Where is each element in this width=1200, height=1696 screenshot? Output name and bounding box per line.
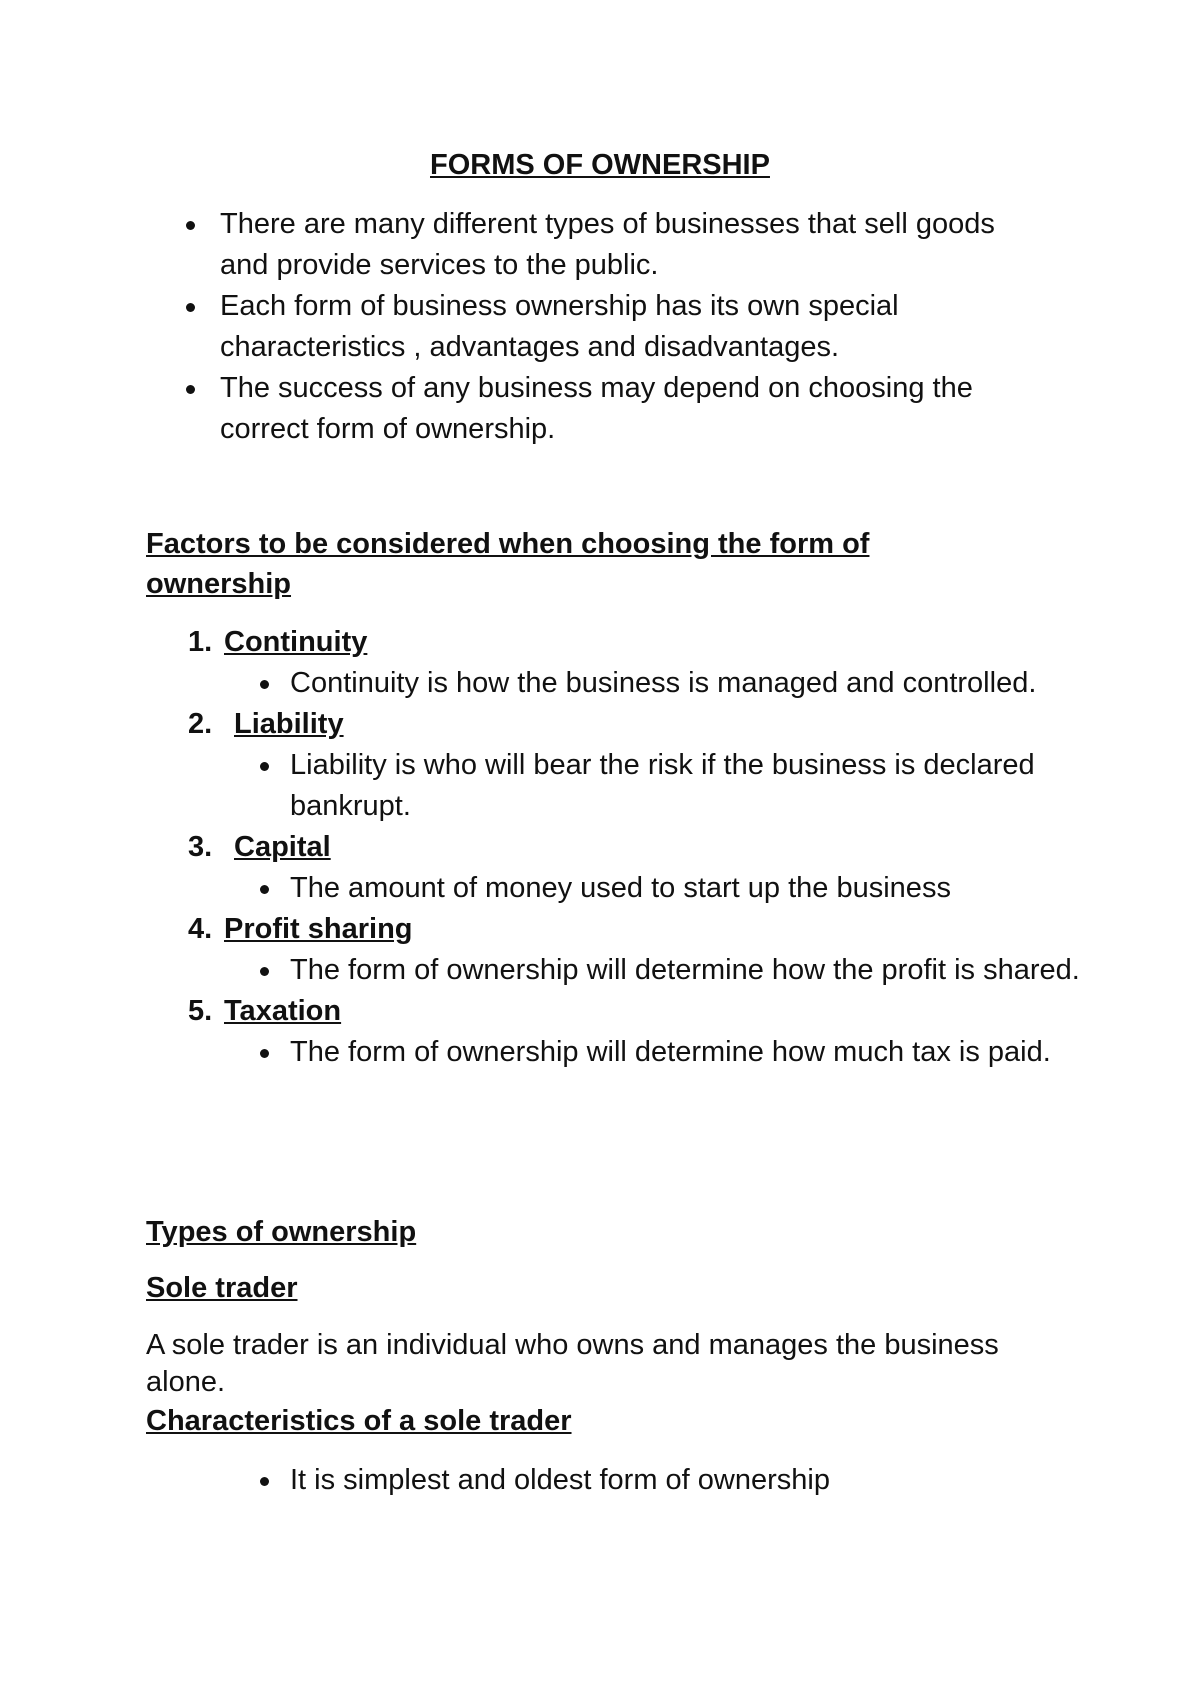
factor-number: 2. (188, 708, 213, 740)
factor-number: 1. (188, 626, 213, 658)
factor-title (188, 827, 1088, 868)
intro-bullet-list (182, 204, 1042, 450)
factor-item (188, 622, 1088, 704)
characteristic-item: It is simplest and oldest form of ownership (188, 1460, 1088, 1501)
characteristics-heading: Characteristics of a sole trader (146, 1405, 572, 1437)
intro-bullet: The success of any business may depend on choosing the correct form of ownership. (182, 368, 1042, 450)
factor-description: Continuity is how the business is managed and controlled. (188, 663, 1088, 704)
factor-title (188, 704, 1088, 745)
factor-description: The amount of money used to start up the business (188, 868, 1088, 909)
factor-label: Capital (234, 831, 331, 863)
factor-item (188, 991, 1088, 1073)
factor-description: The form of ownership will determine how much tax is paid. (188, 1032, 1088, 1073)
types-heading: Types of ownership (146, 1216, 417, 1248)
factor-item (188, 704, 1088, 827)
factor-number: 3. (188, 831, 213, 863)
intro-bullet: There are many different types of businesses that sell goods and provide services to the public. (182, 204, 1042, 286)
characteristics-list (188, 1460, 1088, 1501)
factor-number: 4. (188, 913, 213, 945)
sole-trader-heading: Sole trader (146, 1272, 298, 1304)
factor-label: Continuity (224, 626, 368, 658)
factors-list (188, 622, 1088, 1073)
factor-description: The form of ownership will determine how the profit is shared. (188, 950, 1088, 991)
page-title: FORMS OF OWNERSHIP (430, 149, 770, 181)
factor-description: Liability is who will bear the risk if the business is declared bankrupt. (188, 745, 1088, 827)
factor-label: Taxation (224, 995, 342, 1027)
factors-heading: Factors to be considered when choosing the form of ownership (146, 528, 870, 600)
factor-title (188, 909, 1088, 950)
factor-title (188, 991, 1088, 1032)
factor-number: 5. (188, 995, 213, 1027)
factor-item (188, 827, 1088, 909)
sole-trader-definition: A sole trader is an individual who owns and manages the business alone. (146, 1329, 999, 1398)
factor-label: Profit sharing (224, 913, 413, 945)
factor-title (188, 622, 1088, 663)
factor-item (188, 909, 1088, 991)
factor-label: Liability (234, 708, 344, 740)
intro-bullet: Each form of business ownership has its own special characteristics , advantages and disadvantages. (182, 286, 1042, 368)
